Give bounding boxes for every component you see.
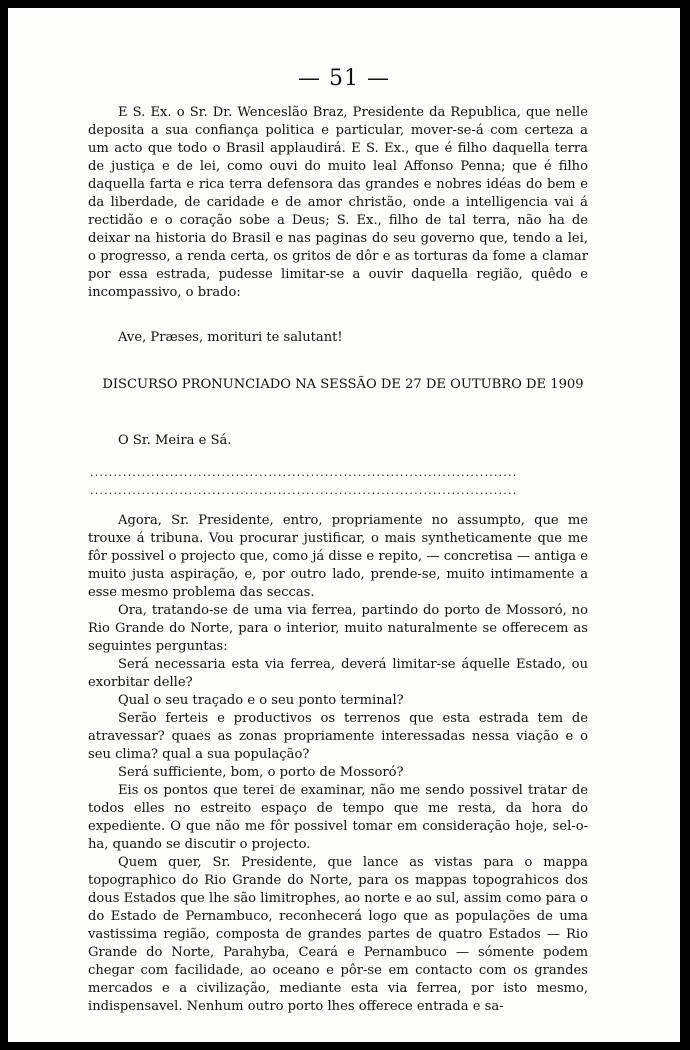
paragraph-agora: Agora, Sr. Presidente, entro, propriamente no assumpto, que me trouxe á tribuna. Vou procurar justificar, o mais syntheticamente que me fôr possivel o projecto que, como já disse e repito, — concretisa — antiga e muito justa aspiração, e, por outro lado, prende-se, muito intimamente a esse mesmo problema das seccas.: [88, 513, 588, 600]
speech-heading: DISCURSO PRONUNCIADO NA SESSÃO DE 27 DE OUTUBRO DE 1909: [102, 377, 584, 392]
latin-quote: Ave, Præses, morituri te salutant!: [118, 330, 343, 345]
document-page: [8, 8, 680, 1042]
speaker-name: O Sr. Meira e Sá.: [118, 433, 232, 448]
paragraph-question-3: Serão ferteis e productivos os terrenos que esta estrada tem de atravessar? quaes as zonas propriamente interessadas nessa viação e o seu clima? qual a sua população?: [88, 711, 588, 762]
paragraph-question-1: Será necessaria esta via ferrea, deverá limitar-se áquelle Estado, ou exorbitar delle?: [88, 657, 588, 690]
paragraph-question-4: Será sufficiente, bom, o porto de Mossoró?: [118, 765, 404, 780]
ellipsis-line-1: ...........................................................................................: [90, 467, 518, 479]
paragraph-question-2: Qual o seu traçado e o seu ponto terminal?: [118, 693, 404, 708]
page-number: — 51 —: [298, 66, 390, 91]
paragraph-ora: Ora, tratando-se de uma via ferrea, partindo do porto de Mossoró, no Rio Grande do Norte, para o interior, muito naturalmente se offerecem as seguintes perguntas:: [88, 603, 588, 654]
ellipsis-line-2: ...........................................................................................: [90, 485, 518, 497]
paragraph-quem-quer: Quem quer, Sr. Presidente, que lance as vistas para o mappa topographico do Rio Grande do Norte, para os mappas topograhicos dos dous Estados que lhe são limitrophes, ao norte e ao sul, assim como para o do Estado de Pernambuco, reconhecerá logo que as populações de uma vastissima região, composta de grandes partes de quatro Estados — Rio Grande do Norte, Parahyba, Ceará e Pernambuco — sómente podem chegar com facilidade, ao oceano e pôr-se em contacto com os grandes mercados e a civilização, mediante esta via ferrea, por isto mesmo, indispensavel. Nenhum outro porto lhes offerece entrada e sa-: [88, 855, 588, 1014]
paragraph-eis: Eis os pontos que terei de examinar, não me sendo possivel tratar de todos elles no estreito espaço de tempo que me resta, da hora do expediente. O que não me fôr possivel tomar em consideração hoje, sel-o-ha, quando se discutir o projecto.: [88, 783, 588, 852]
paragraph-closing-speech: E S. Ex. o Sr. Dr. Wenceslão Braz, Presidente da Republica, que nelle deposita a sua confiança politica e particular, mover-se-á com certeza a um acto que todo o Brasil applaudirá. E S. Ex., que é filho daquella terra de justiça e de lei, como ouvi do muito leal Affonso Penna; que é filho daquella farta e rica terra defensora das grandes e nobres idéas do bem e da liberdade, de caridade e de amor christão, onde a intelligencia vai á rectidão e o coração sobe a Deus; S. Ex., filho de tal terra, não ha de deixar na historia do Brasil e nas paginas do seu governo que, tendo a lei, o progresso, a renda certa, os gritos de dôr e as torturas da fome a clamar por essa estrada, pudesse limitar-se a ouvir daquella região, quêdo e incompassivo, o brado:: [88, 105, 588, 300]
